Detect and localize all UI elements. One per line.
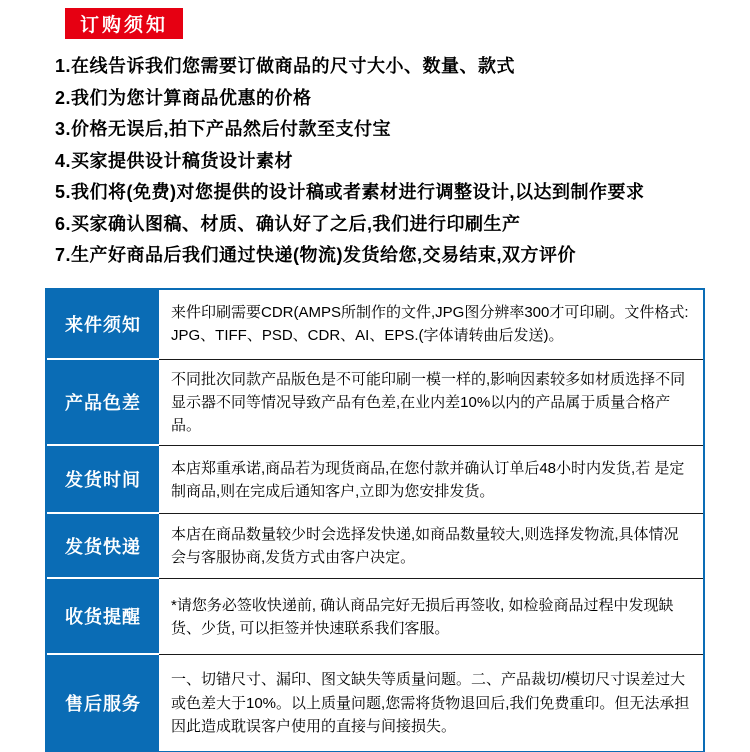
notice-list-item: 5.我们将(免费)对您提供的设计稿或者素材进行调整设计,以达到制作要求 [55,182,645,202]
table-row [47,290,703,360]
notice-list-item: 6.买家确认图稿、材质、确认好了之后,我们进行印刷生产 [55,213,521,234]
notice-list [55,51,750,272]
notice-list-item: 3.价格无误后,拍下产品然后付款至支付宝 [55,119,392,139]
notice-list-item: 4.买家提供设计稿货设计素材 [55,150,294,171]
row-label: 来件须知 [47,290,159,360]
row-label: 产品色差 [47,360,159,447]
info-table [45,288,705,752]
table-row [47,360,703,447]
notice-list-item: 1.在线告诉我们您需要订做商品的尺寸大小、数量、款式 [55,56,516,76]
order-notice-badge [65,8,183,39]
row-label: 收货提醒 [47,579,159,655]
table-row [47,655,703,751]
table-row [47,579,703,655]
notice-list-item: 7.生产好商品后我们通过快递(物流)发货给您,交易结束,双方评价 [55,245,576,265]
order-notice-badge-label: 订购须知 [79,15,168,36]
row-content: 一、切错尺寸、漏印、图文缺失等质量问题。二、产品裁切/模切尺寸误差过大或色差大于10%。以上质量问题,您需将货物退回后,我们免费重印。但无法承担因此造成耽误客户使用的直接与间接损失。 [171,671,690,735]
row-content: *请您务必签收快递前, 确认商品完好无损后再签收, 如检验商品过程中发现缺货、少货, 可以拒签并快速联系我们客服。 [159,579,703,655]
row-label: 发货快递 [47,514,159,579]
row-label: 售后服务 [47,655,159,751]
row-content: 本店在商品数量较少时会选择发快递,如商品数量较大,则选择发物流,具体情况会与客服协商,发货方式由客户决定。 [159,514,703,579]
notice-list-item: 2.我们为您计算商品优惠的价格 [55,87,312,108]
row-content: 不同批次同款产品版色是不可能印刷一模一样的,影响因素较多如材质选择不同显示器不同等情况导致产品有色差,在业内差10%以内的产品属于质量合格产品。 [159,360,703,447]
table-row [47,514,703,579]
row-content: 本店郑重承诺,商品若为现货商品,在您付款并确认订单后48小时内发货,若 是定 制商品,则在完成后通知客户,立即为您安排发货。 [159,446,703,514]
row-content: 来件印刷需要CDR(AMPS所制作的文件,JPG图分辨率300才可印刷。文件格式: JPG、TIFF、PSD、CDR、AI、EPS.(字体请转曲后发送)。 [159,290,703,360]
table-row [47,446,703,514]
row-label: 发货时间 [47,446,159,514]
